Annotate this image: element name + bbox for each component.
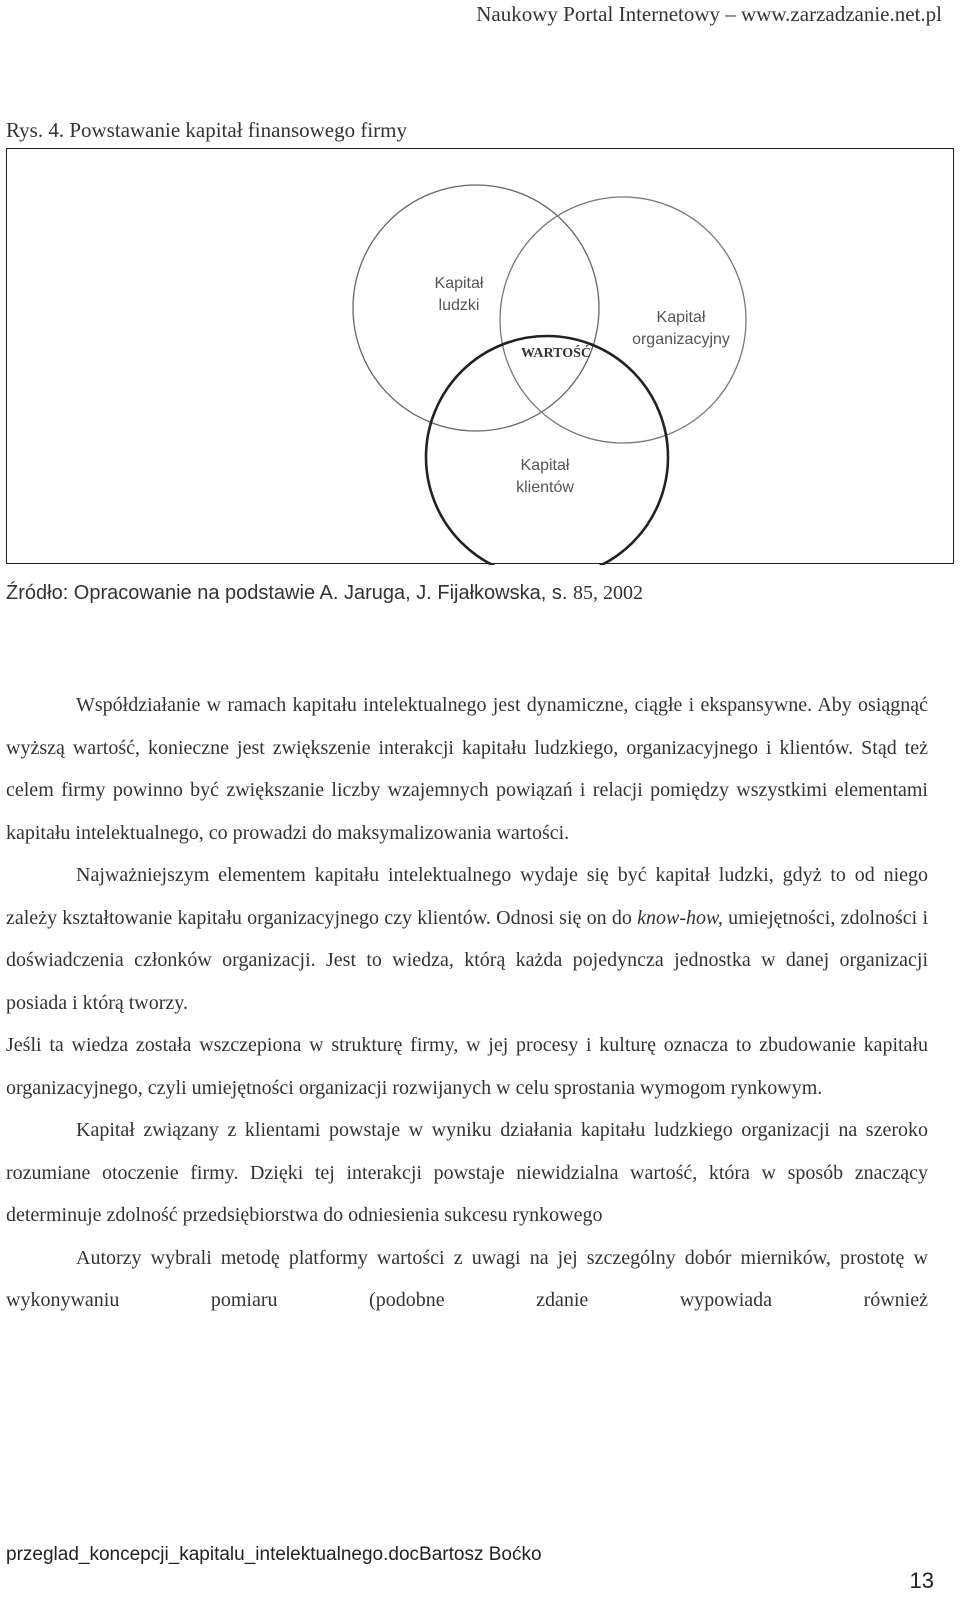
label-human-capital: Kapitał ludzki	[434, 275, 484, 314]
figure-source	[6, 582, 643, 605]
customer-capital-circle	[426, 336, 668, 565]
label-value-center: WARTOŚĆ	[520, 346, 592, 361]
body-text	[6, 684, 928, 1322]
page-number: 13	[909, 1568, 934, 1593]
italic-know-how: know-how,	[637, 906, 723, 929]
source-text: Źródło: Opracowanie na podstawie A. Jaruga, J. Fijałkowska, s.	[6, 582, 568, 604]
source-numbers: 85, 2002	[572, 582, 643, 604]
label-organizational-capital: Kapitał organizacyjny	[632, 309, 730, 348]
paragraph-3: Jeśli ta wiedza została wszczepiona w strukturę firmy, w jej procesy i kulturę oznacza to zbudowanie kapitału organizacyjnego, czyli umiejętności organizacji rozwijanych w celu sprostania wymogom rynkowym.	[6, 1034, 928, 1099]
footer-filename: przeglad_koncepcji_kapitalu_intelektualnego.doc	[6, 1544, 420, 1565]
paragraph-4: Kapitał związany z klientami powstaje w wyniku działania kapitału ludzkiego organizacji na szeroko rozumiane otoczenie firmy. Dzięki tej interakcji powstaje niewidzialna wartość, która w sposób znaczący determinuje zdolność przedsiębiorstwa do odniesienia sukcesu rynkowego	[6, 1119, 928, 1226]
footer	[6, 1544, 542, 1566]
paragraph-2: Najważniejszym elementem kapitału intelektualnego wydaje się być kapitał ludzki, gdyż to od niego zależy kształtowanie kapitału organizacyjnego czy klientów. Odnosi się on do know-how, umiejętności, zdolności i doświadczenia członków organizacji. Jest to wiedza, którą każda pojedyncza jednostka w danej organizacji posiada i którą tworzy.	[6, 864, 929, 1014]
paragraph-5: Autorzy wybrali metodę platformy wartości z uwagi na jej szczególny dobór mierników, prostotę w wykonywaniu pomiaru (podobne zdanie wypowiada również	[6, 1246, 928, 1311]
venn-diagram-frame	[6, 148, 954, 564]
site-header: Naukowy Portal Internetowy – www.zarzadzanie.net.pl	[476, 2, 942, 26]
paragraph-1: Współdziałanie w ramach kapitału intelektualnego jest dynamiczne, ciągłe i ekspansywne. Aby osiągnąć wyższą wartość, konieczne jest zwiększenie interakcji kapitału ludzkiego, organizacyjnego i klientów. Stąd też celem firmy powinno być zwiększanie liczby wzajemnych powiązań i relacji pomiędzy wszystkimi elementami kapitału intelektualnego, co prowadzi do maksymalizowania wartości.	[6, 694, 928, 844]
footer-author: Bartosz Boćko	[419, 1544, 542, 1565]
label-customer-capital: Kapitał klientów	[516, 457, 574, 496]
venn-diagram	[7, 149, 955, 565]
figure-caption: Rys. 4. Powstawanie kapitał finansowego firmy	[6, 118, 408, 142]
